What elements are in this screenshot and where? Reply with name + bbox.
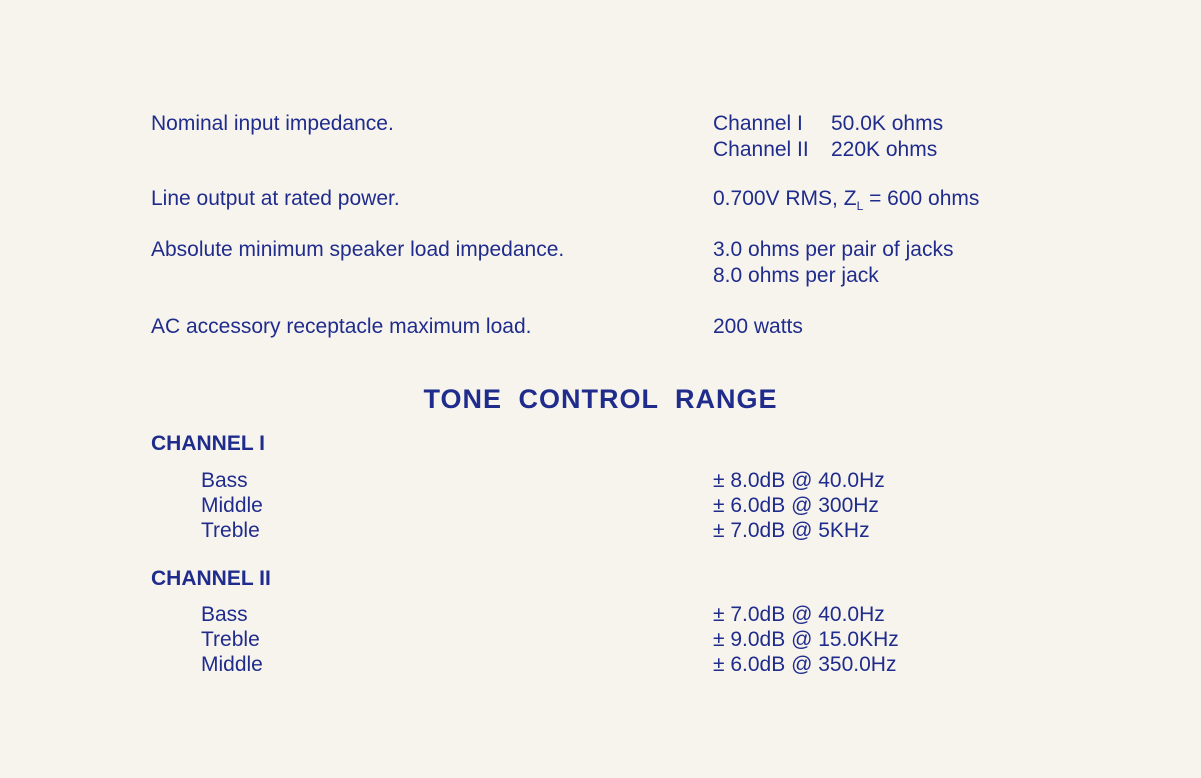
channel-name: Channel I [713,112,803,135]
tone-control-value: ± 7.0dB @ 40.0Hz [713,603,885,626]
spec-value-row [713,137,943,163]
tone-control-value: ± 6.0dB @ 350.0Hz [713,653,897,676]
tone-control-value: ± 6.0dB @ 300Hz [713,494,879,517]
channel-1-heading: CHANNEL I [151,432,265,455]
channel-name: Channel II [713,138,809,161]
channel-2-controls [201,602,263,677]
spec-label-ac-receptacle: AC accessory receptacle maximum load. [151,315,532,338]
spec-label-speaker-load: Absolute minimum speaker load impedance. [151,238,565,261]
line-output-prefix: 0.700V RMS, Z [713,187,857,210]
spec-value-line-output [713,186,979,219]
line-output-subscript: L [856,199,864,214]
tone-control-value: ± 9.0dB @ 15.0KHz [713,628,899,651]
spec-value-row [713,111,943,137]
tone-control-name: Middle [201,494,263,517]
spec-value-input-impedance [713,111,943,163]
spec-value-row: 8.0 ohms per jack [713,264,879,287]
spec-value-speaker-load [713,237,953,289]
tone-control-name: Treble [201,519,260,542]
spec-label-input-impedance: Nominal input impedance. [151,112,394,135]
channel-2-heading: CHANNEL II [151,567,271,590]
spec-value-ac-receptacle [713,314,803,340]
tone-control-name: Bass [201,469,248,492]
channel-1-values [713,468,885,543]
line-output-suffix: = 600 ohms [863,187,980,210]
impedance-value: 220K ohms [831,138,938,161]
tone-control-value: ± 8.0dB @ 40.0Hz [713,469,885,492]
spec-label-line-output: Line output at rated power. [151,187,400,210]
tone-control-heading: TONE CONTROL RANGE [423,384,778,414]
channel-2-values [713,602,899,677]
tone-control-value: ± 7.0dB @ 5KHz [713,519,870,542]
channel-1-controls [201,468,263,543]
tone-control-name: Bass [201,603,248,626]
impedance-value: 50.0K ohms [831,112,944,135]
spec-value-row: 3.0 ohms per pair of jacks [713,238,954,261]
tone-control-name: Treble [201,628,260,651]
tone-control-name: Middle [201,653,263,676]
spec-value-row: 200 watts [713,315,803,338]
